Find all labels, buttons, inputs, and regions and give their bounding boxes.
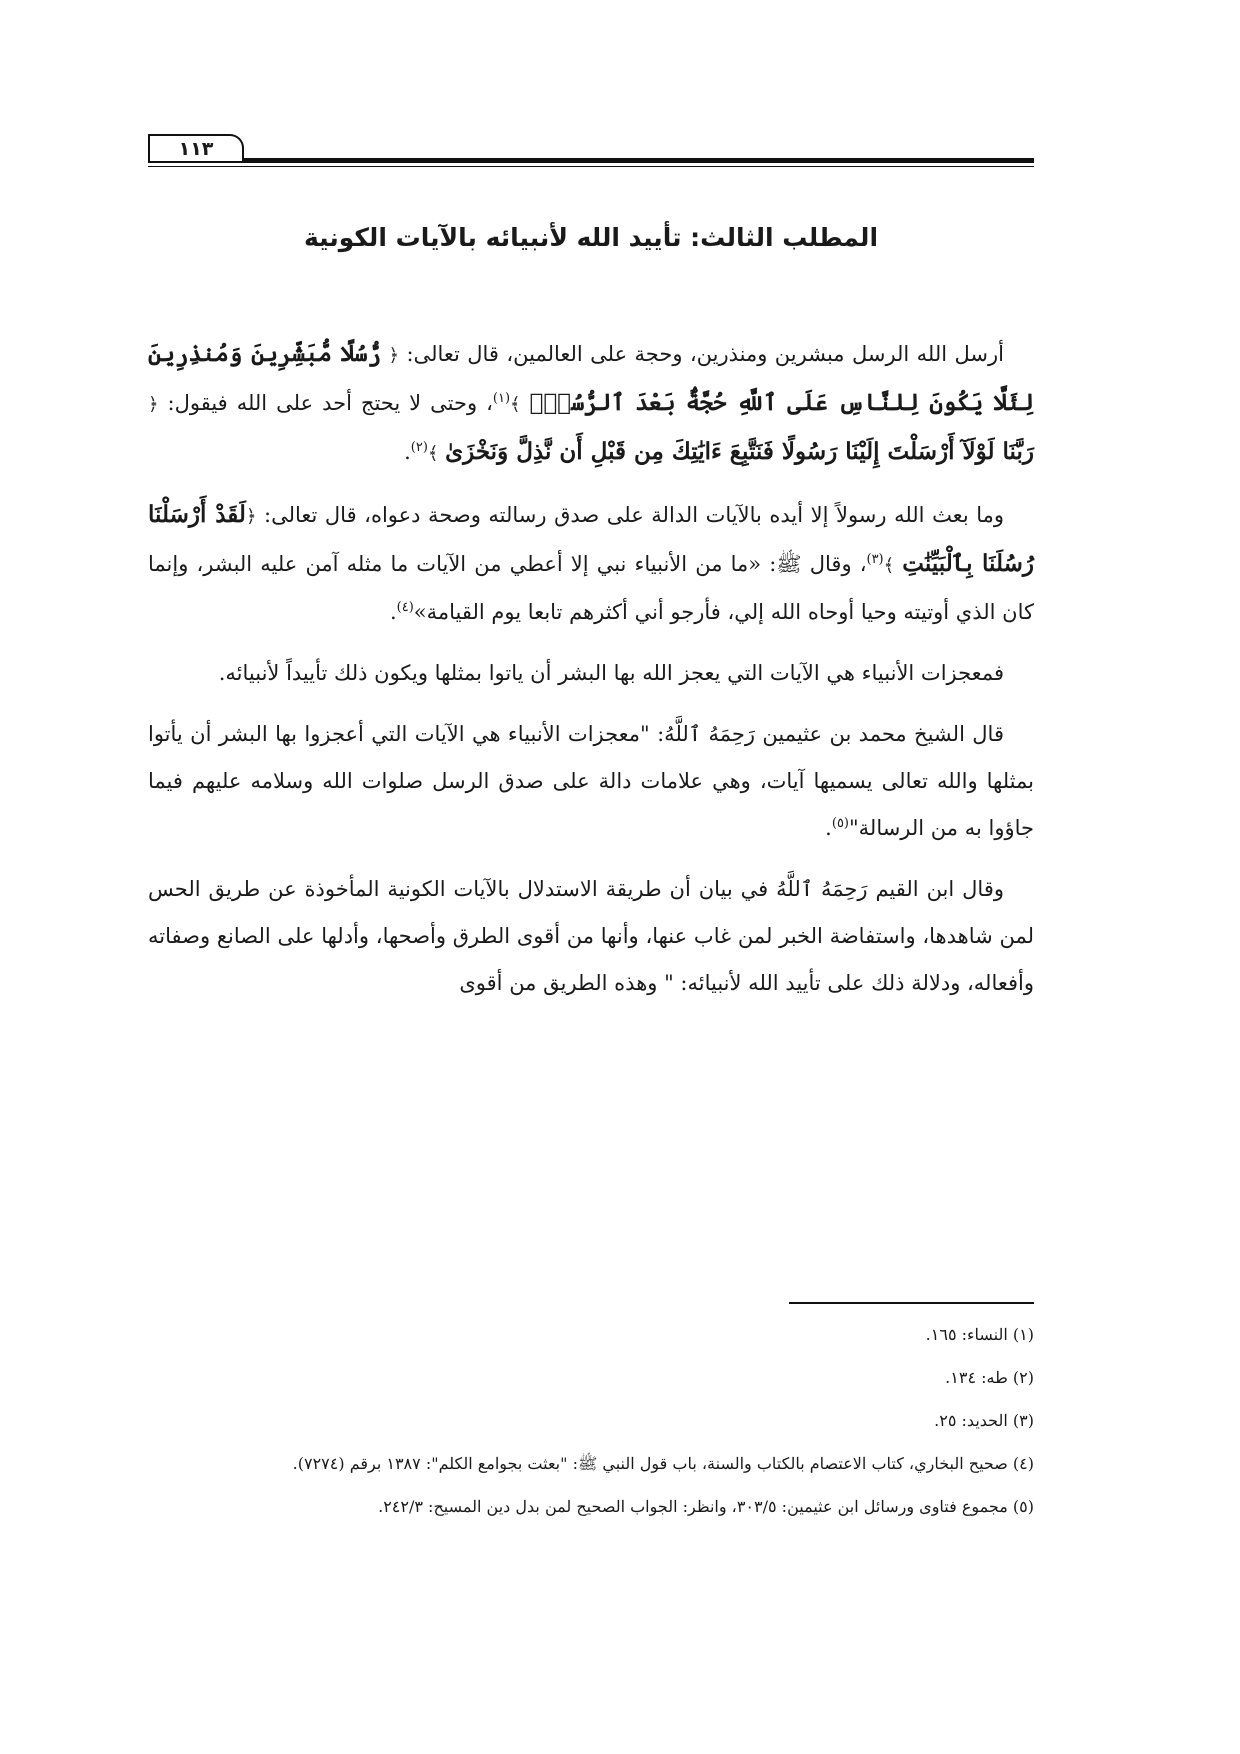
p2-end: . [389, 600, 397, 624]
quran-verse-2: رَبَّنَا لَوْلَآ أَرْسَلْتَ إِلَيْنَا رَسُولًا فَنَتَّبِعَ ءَايَٰتِكَ مِن قَبْلِ أَن نَّذِلَّ وَنَخْزَىٰ [445, 438, 1034, 465]
footnote-ref-3[interactable]: (٣) [866, 552, 884, 567]
ornate-bracket-close: ﴾ [427, 443, 439, 464]
paragraph-2 [148, 491, 1034, 636]
ornate-bracket-close: ﴾ [510, 394, 521, 415]
footnote-3: (٣) الحديد: ٢٥. [934, 1411, 1034, 1430]
p2-intro: وما بعث الله رسولاً إلا أيده بالآيات الدالة على صدق رسالته وصحة دعواه، قال تعالى: [256, 503, 1004, 527]
paragraph-1 [148, 330, 1034, 477]
ornate-bracket-open: ﴿ [148, 394, 159, 415]
page-number: ١١٣ [148, 134, 244, 161]
footnote-2: (٢) طه: ١٣٤. [945, 1368, 1034, 1387]
p1-intro: أرسل الله الرسل مبشرين ومنذرين، وحجة على العالمين، قال تعالى: [399, 342, 1004, 366]
hadith-quote: «ما من الأنبياء نبي إلا أعطي من الآيات ما مثله آمن عليه البشر، وإنما كان الذي أوتيته وحيا أوحاه الله إلي، فأرجو أني أكثرهم تابعا يوم القيامة» [148, 552, 1034, 624]
quran-verse-3: لَقَدْ أَرْسَلْنَا رُسُلَنَا بِٱلْبَيِّنَٰتِ [148, 501, 1034, 577]
paragraph-3: فمعجزات الأنبياء هي الآيات التي يعجز الله بها البشر أن ياتوا بمثلها ويكون ذلك تأييداً لأنبيائه. [218, 661, 1004, 685]
p4-text: قال الشيخ محمد بن عثيمين رَحِمَهُ ٱللَّهُ: "معجزات الأنبياء هي الآيات التي أعجزوا بها البشر أن يأتوا بمثلها والله تعالى يسميها آيات، وهي علامات دالة على صدق الرسل صلوات الله وسلامه عليهم فيما جاؤوا به من الرسالة" [148, 722, 1034, 840]
document-page [148, 0, 1034, 1754]
paragraph-4 [148, 711, 1034, 852]
paragraph-5: وقال ابن القيم رَحِمَهُ ٱللَّهُ في بيان أن طريقة الاستدلال بالآيات الكونية المأخوذة عن طريق الحس لمن شاهدها، واستفاضة الخبر لمن غاب عنها، وأنها من أقوى الطرق وأصحها، وأدلها على الصانع وصفاته وأفعاله، ودلالة ذلك على تأييد الله لأنبيائه: " وهذه الطريق من أقوى [148, 877, 1034, 995]
footnote-ref-4[interactable]: (٤) [396, 600, 414, 615]
footnote-ref-1[interactable]: (١) [492, 391, 511, 406]
header-rule-thin [148, 166, 1034, 167]
footnote-ref-2[interactable]: (٢) [410, 440, 428, 455]
ornate-bracket-open: ﴿ [388, 345, 400, 366]
section-title: المطلب الثالث: تأييد الله لأنبيائه بالآيات الكونية [303, 223, 879, 252]
quran-verse-1: رُّسُلًا مُّبَشِّرِينَ وَمُنذِرِينَ لِئَلَّا يَكُونَ لِلنَّاسِ عَلَى ٱللَّهِ حُجَّةٌۢ بَعْدَ ٱلرُّسُلِۚ [148, 340, 1034, 416]
ornate-bracket-close: ﴾ [883, 555, 895, 576]
body-text [148, 330, 1034, 1021]
header-rule-thick [148, 158, 1034, 163]
p1-middle: ، وحتى لا يحتج أحد على الله فيقول: [158, 391, 493, 415]
footnote-1: (١) النساء: ١٦٥. [925, 1325, 1034, 1344]
p4-end: . [825, 816, 832, 840]
p2-hadith-intro: ، وقال ﷺ: [761, 552, 867, 576]
page-header [148, 134, 1034, 174]
ornate-bracket-open: ﴿ [245, 506, 257, 527]
footnote-4: (٤) صحيح البخاري، كتاب الاعتصام بالكتاب والسنة، باب قول النبي ﷺ: "بعثت بجوامع الكلم": ١٣٨٧ برقم (٧٢٧٤). [292, 1454, 1034, 1473]
footnote-separator [789, 1302, 1034, 1304]
p1-end: . [404, 440, 411, 464]
footnote-5: (٥) مجموع فتاوى ورسائل ابن عثيمين: ٣٠٣/٥، وانظر: الجواب الصحيح لمن بدل دين المسيح: ٢٤٢/٣. [378, 1497, 1034, 1516]
footnotes [148, 1318, 1034, 1533]
footnote-ref-5[interactable]: (٥) [831, 816, 849, 831]
